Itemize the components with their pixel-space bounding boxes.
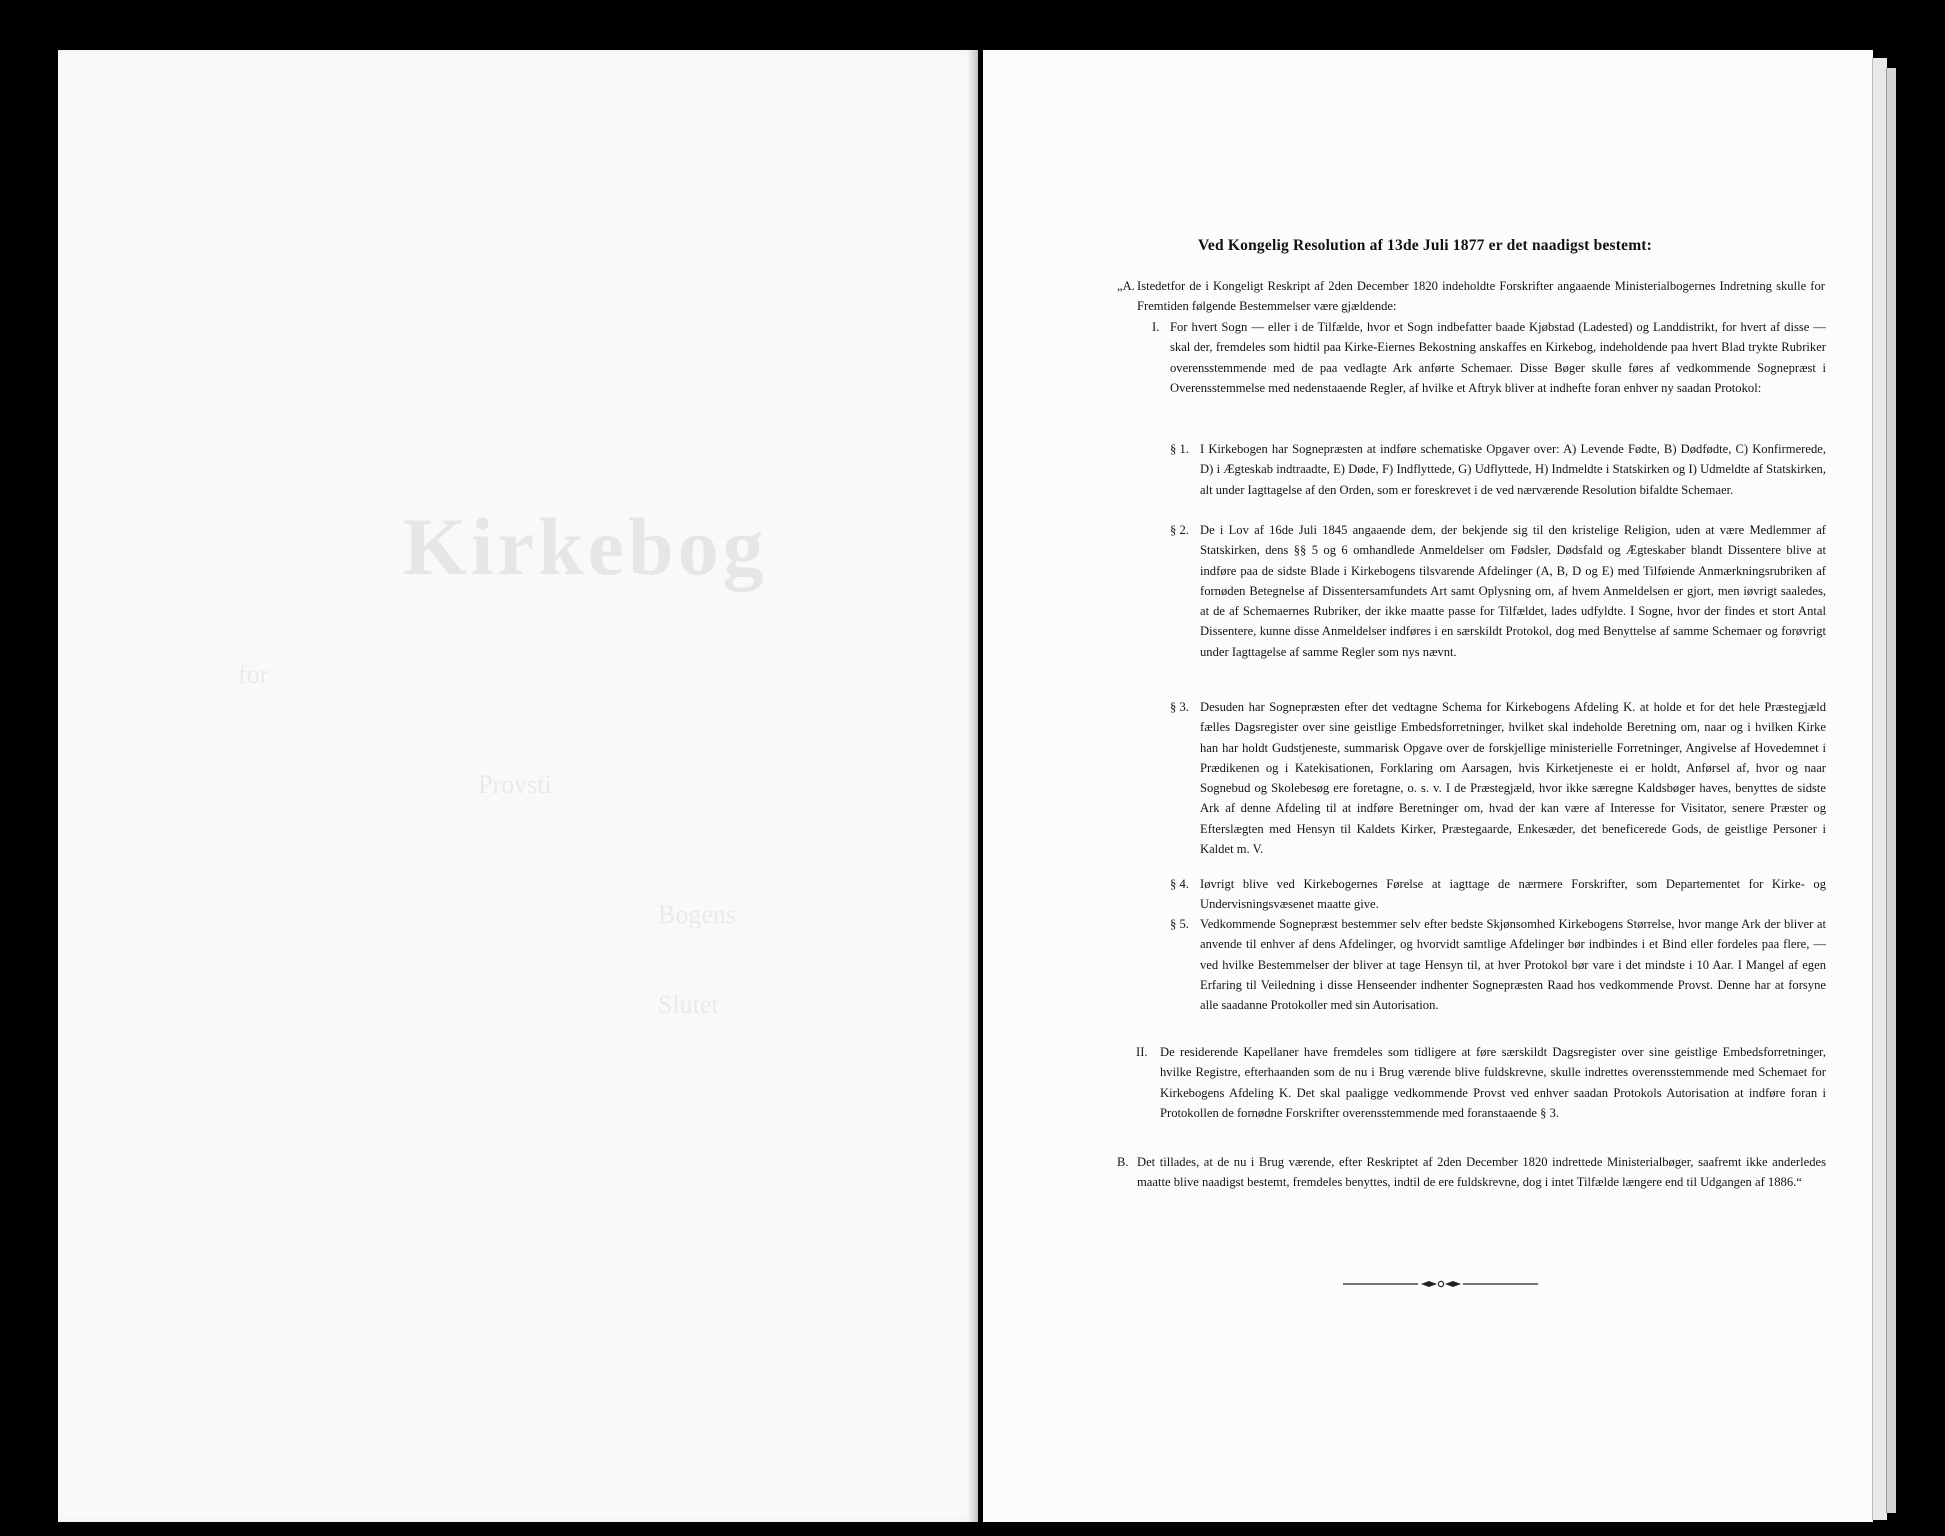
section-mark: § 5. [1170,917,1189,931]
show-through-line: Slutet [658,990,719,1019]
section-s5-text: Vedkommende Sognepræst bestemmer selv efter bedste Skjønsomhed Kirkebogens Størrelse, hvor mange Ark der bliver at anvende til enhver af dens Afdelinger, og hvorvidt samtlige Afdelinger bør indbindes i et Bind eller fordeles paa flere, — ved hvilke Bestemmelser der bliver at tage Hensyn til, at hver Protokol bør vare i det mindste i 10 Aar. I Mangel af egen Erfaring til Veiledning i disse Henseender indhenter Sognepræsten Raad hos vedkommende Provst. Denne har at forsyne alle saadanne Protokoller med sin Autorisation. [1200,917,1826,1013]
section-s4-text: Iøvrigt blive ved Kirkebogernes Førelse at iagttage de nærmere Forskrifter, som Departementet for Kirke- og Undervisningsvæsenet maatte give. [1200,877,1826,912]
resolution-heading: Ved Kongelig Resolution af 13de Juli 1877 er det naadigst bestemt: [1197,237,1653,254]
section-mark: § 4. [1170,877,1189,891]
section-mark: B. [1117,1155,1129,1169]
show-through-line: Bogens [658,900,736,929]
left-page [58,50,978,1522]
page-edge [1872,58,1887,1520]
section-s2-text: De i Lov af 16de Juli 1845 angaaende dem, der bekjende sig til den kristelige Religion, uden at være Medlemmer af Statskirken, dens §§ 5 og 6 omhandlede Anmeldelser om Fødsler, Dødsfald og Ægteskaber blandt Dissentere blive at indføre paa de sidste Blade i Kirkebogens tilsvarende Afdelinger (A, B, D og E) med Tilføiende Anmærkningsrubriken af fornøden Betegnelse af Dissentersamfundets Art samt Oplysning om, af hvem Anmeldelsen er gjort, men iøvrigt saaledes, at de af Schemaernes Rubriker, der ikke maatte passe for Tilfældet, lades udfyldte. I Sogne, hvor der findes et stort Antal Dissentere, kunne disse Anmeldelser indføres i en særskildt Protokol, dog med Benyttelse af samme Schemaer og forøvrigt under Iagttagelse af samme Regler som nys nævnt. [1200,523,1826,659]
section-mark: I. [1152,320,1160,334]
show-through-title: Kirkebog [403,501,768,592]
section-mark: II. [1136,1045,1148,1059]
section-mark: § 1. [1170,442,1189,456]
page-edge [1886,68,1896,1513]
show-through-line: for [238,660,269,689]
section-i-text: For hvert Sogn — eller i de Tilfælde, hvor et Sogn indbefatter baade Kjøbstad (Ladested) og Landdistrikt, for hvert af disse — skal der, fremdeles som hidtil paa Kirke-Eiernes Bekostning anskaffes en Kirkebog, indeholdende paa hvert Blad trykte Rubriker overensstemmende med de paa vedlagte Ark anførte Schemaer. Disse Bøger skulle føres af vedkommende Sognepræst i Overensstemmelse med nedenstaaende Regler, af hvilke et Aftryk bliver at indhefte foran enhver ny saadan Protokol: [1170,320,1826,395]
section-a-text: Istedetfor de i Kongeligt Reskript af 2den December 1820 indeholdte Forskrifter angaaende Ministerialbogernes Indretning skulle for Fremtiden følgende Bestemmelser være gjældende: [1137,279,1825,314]
ornament-divider [1343,1278,1538,1290]
show-through-line: Provsti [478,770,552,799]
section-mark: § 3. [1170,700,1189,714]
section-ii-text: De residerende Kapellaner have fremdeles som tidligere at føre særskildt Dagsregister over sine geistlige Embedsforretninger, hvilke Registre, efterhaanden som de nu i Brug værende blive fuldskrevne, skulle indrettes overensstemmende med Schemaet for Kirkebogens Afdeling K. Det skal paaligge vedkommende Provst ved enhver saadan Protokols Autorisation at indføre foran i Protokollen de fornødne Forskrifter overensstemmende med foranstaaende § 3. [1160,1045,1826,1120]
section-s1-text: I Kirkebogen har Sognepræsten at indføre schematiske Opgaver over: A) Levende Fødte, B) Dødfødte, C) Konfirmerede, D) i Ægteskab indtraadte, E) Døde, F) Indflyttede, G) Udflyttede, H) Indmeldte i Statskirken og I) Udmeldte af Statskirken, alt under Iagttagelse af den Orden, som er foreskrevet i de ved nærværende Resolution bifaldte Schemaer. [1200,442,1826,497]
section-b-text: Det tillades, at de nu i Brug værende, efter Reskriptet af 2den December 1820 indrettede Ministerialbøger, saafremt ikke anderledes maatte blive naadigst bestemt, fremdeles benyttes, indtil de ere fuldskrevne, dog i intet Tilfælde længere end til Udgangen af 1886.“ [1137,1155,1826,1190]
section-s3-text: Desuden har Sognepræsten efter det vedtagne Schema for Kirkebogens Afdeling K. at holde et for det hele Præstegjæld fælles Dagsregister over sine geistlige Embedsforretninger, hvilket skal indeholde Beretning om, naar og i hvilken Kirke han har holdt Gudstjeneste, summarisk Opgave over de forskjellige ministerielle Forretninger, Angivelse af Hovedemnet i Prædikenen og i Katekisationen, Forklaring om Aarsagen, hvis Kirketjeneste ei er holdt, Anførsel af, hvor og naar Sognebud og Skolebesøg ere foretagne, o. s. v. I de Præstegjæld, hvor ikke særegne Kaldsbøger haves, benyttes de sidste Ark af denne Afdeling til at indføre Beretninger om, hvad der kan være af Interesse for Visitator, senere Præster og Efterslægten med Hensyn til Kaldets Kirker, Præstegaarde, Enkesæder, det beneficerede Gods, de geistlige Personer i Kaldet m. V. [1200,700,1826,857]
section-mark: „A. [1117,279,1135,293]
section-mark: § 2. [1170,523,1189,537]
